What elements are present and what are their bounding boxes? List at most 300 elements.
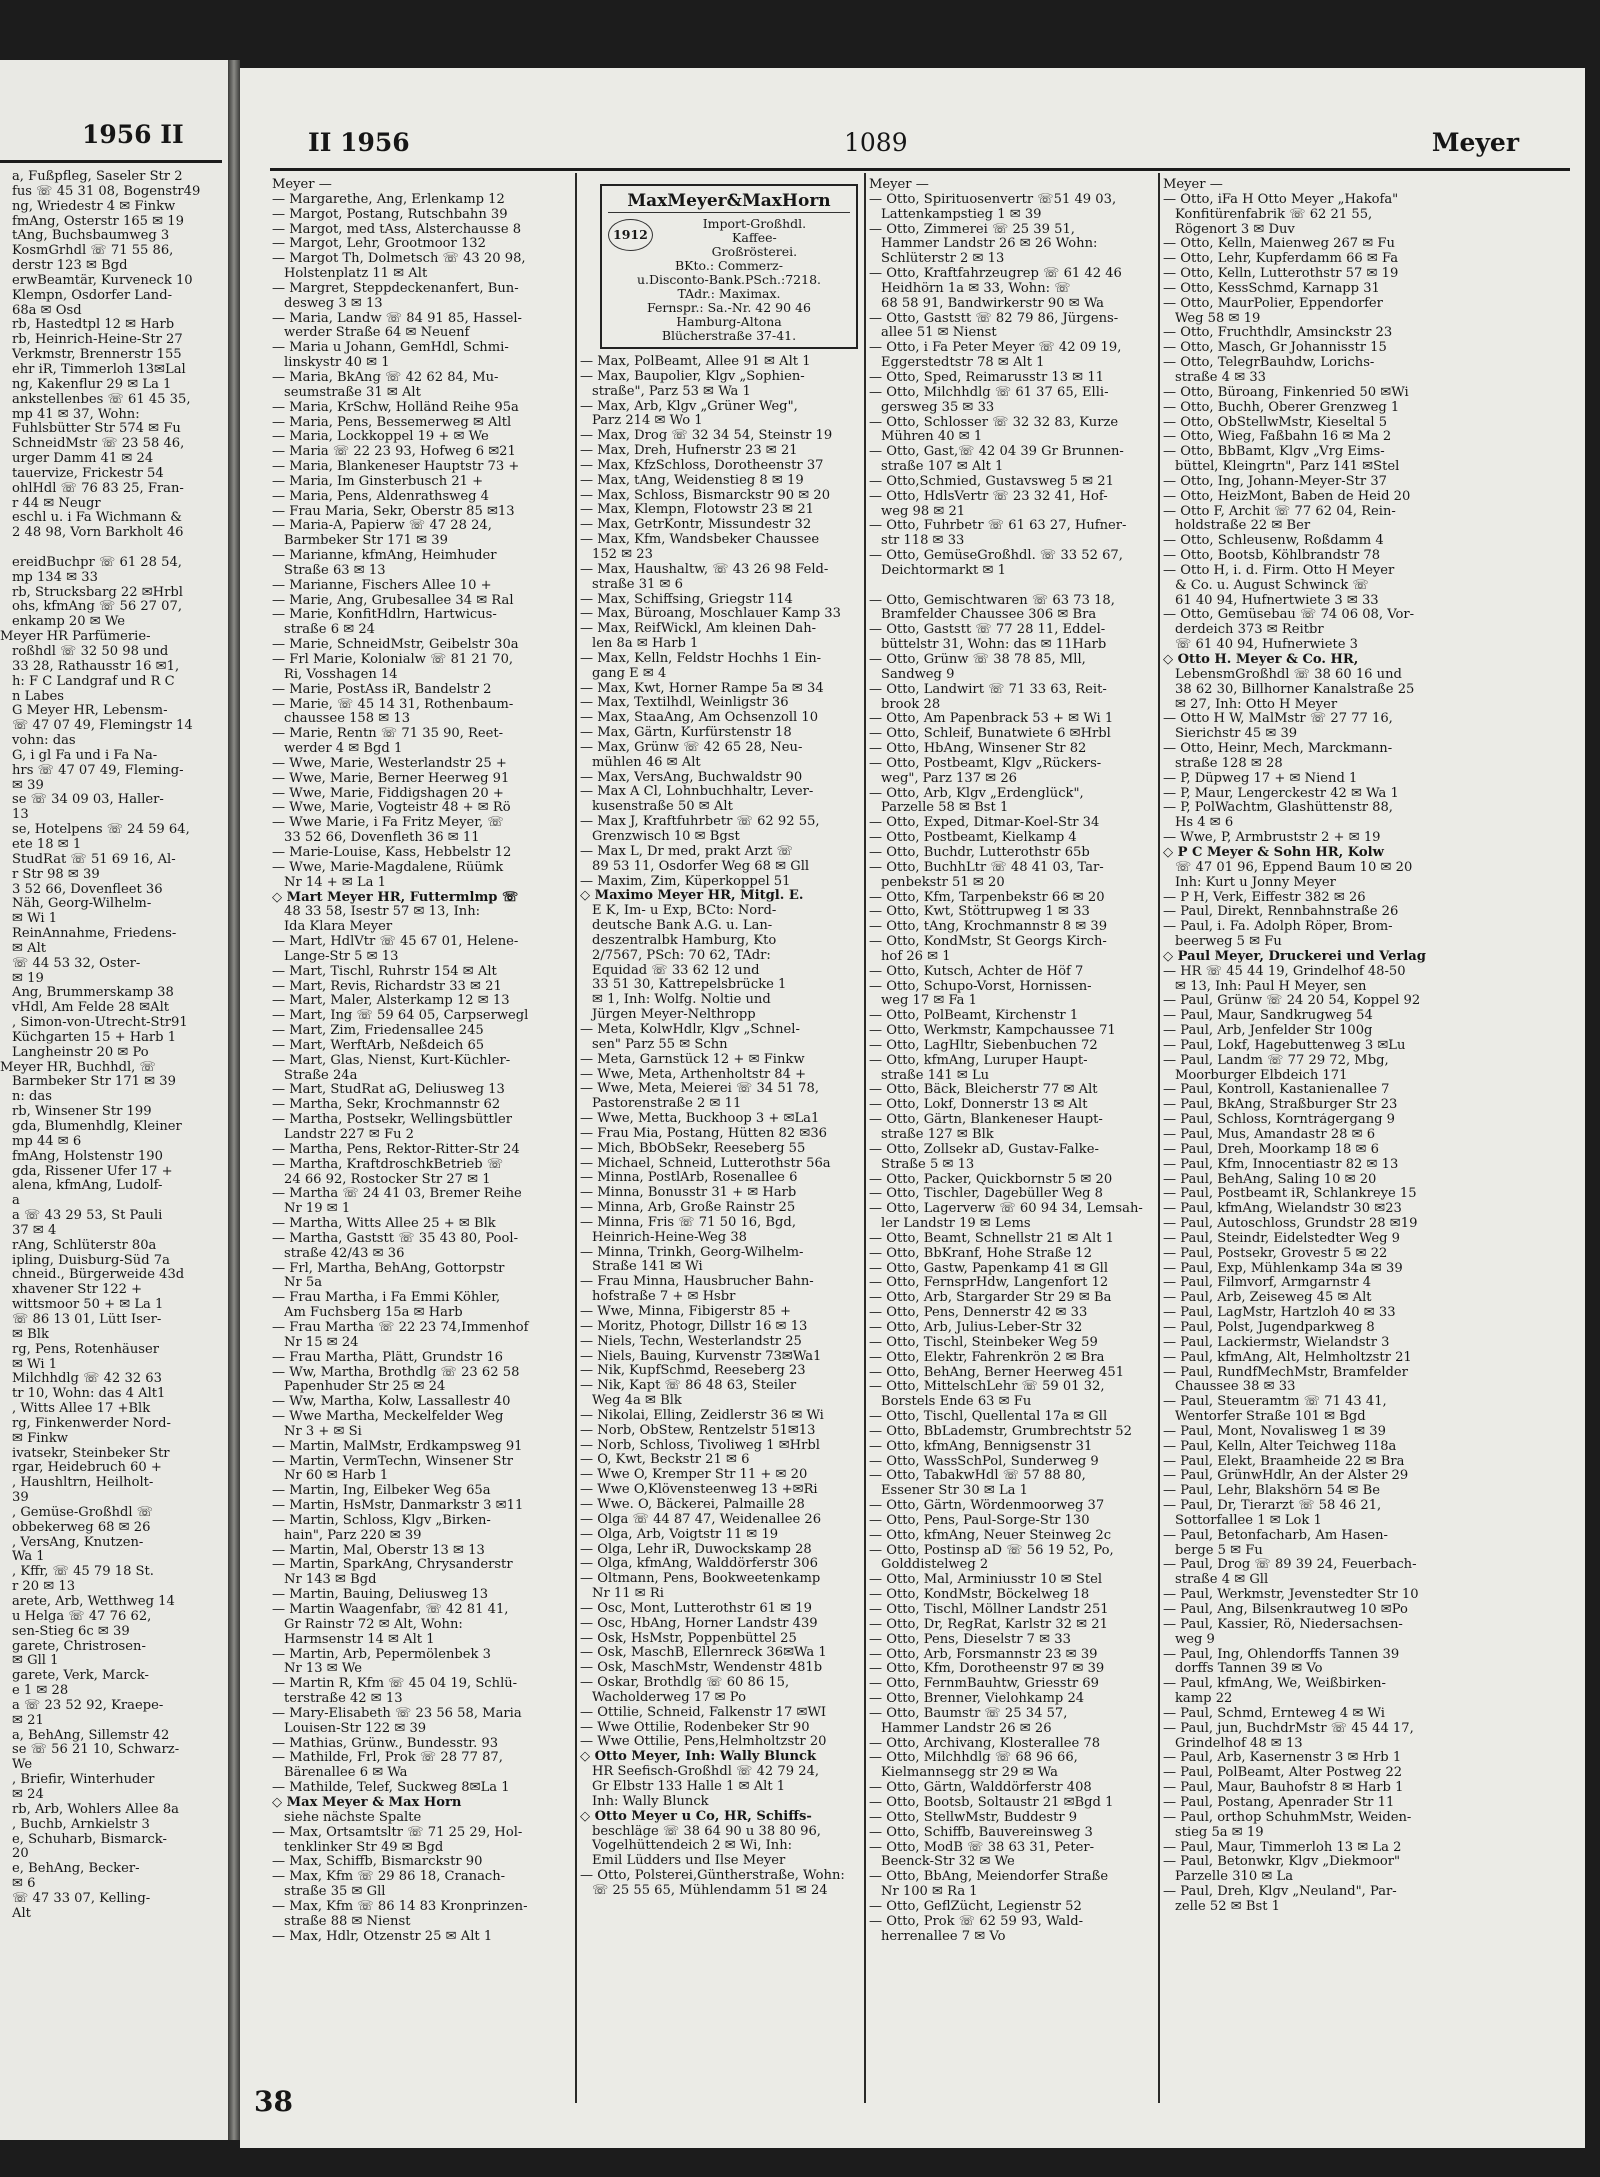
directory-line: ◇ Mart Meyer HR, Futtermlmp ☏ xyxy=(272,890,519,905)
directory-line: — Otto, Milchhdlg ☏ 68 96 66, xyxy=(869,1751,1078,1766)
directory-line: — Meta, Garnstück 12 + ✉ Finkw xyxy=(580,1052,805,1067)
directory-line: ankstellenbes ☏ 61 45 35, xyxy=(12,392,191,407)
directory-line: — Otto, Büroang, Finkenried 50 ✉Wi xyxy=(1163,385,1409,400)
directory-line: — Olga, Arb, Voigtstr 11 ✉ 19 xyxy=(580,1527,779,1542)
directory-line: Ang, Brummerskamp 38 xyxy=(12,986,174,1001)
directory-line: — Paul, Ang, Bilsenkrautweg 10 ✉Po xyxy=(1163,1603,1408,1617)
directory-line: — Wwe, Marie, Fiddigshagen 20 + xyxy=(272,786,504,801)
directory-line: — Otto, kfmAng, Luruper Haupt- xyxy=(869,1053,1088,1068)
directory-line: büttelstr 31, Wohn: das ✉ 11Harb xyxy=(881,638,1107,653)
directory-line: — Otto, Arb, Stargarder Str 29 ✉ Ba xyxy=(869,1291,1112,1306)
directory-line: — Max, Klempn, Flotowstr 23 ✉ 21 xyxy=(580,503,814,518)
directory-line: — Oltmann, Pens, Bookweetenkamp xyxy=(580,1572,821,1587)
directory-line: rg, Finkenwerder Nord- xyxy=(12,1416,171,1431)
directory-line: — Wwe, P, Armbruststr 2 + ✉ 19 xyxy=(1163,831,1381,846)
directory-line: brook 28 xyxy=(881,697,941,712)
directory-line: Lange-Str 5 ✉ 13 xyxy=(284,949,399,964)
directory-line: mp 41 ✉ 37, Wohn: xyxy=(12,407,140,422)
directory-line: — Wwe Martha, Meckelfelder Weg xyxy=(272,1410,504,1425)
directory-line: — Mart, HdlVtr ☏ 45 67 01, Helene- xyxy=(272,935,519,950)
directory-line: ✉ 19 xyxy=(12,971,44,986)
directory-line: — Maria, Pens, Aldenrathsweg 4 xyxy=(272,489,490,504)
directory-line: rb, Heinrich-Heine-Str 27 xyxy=(12,333,183,348)
directory-line: derdeich 373 ✉ Reitbr xyxy=(1175,623,1324,638)
directory-line: — Max, KfzSchloss, Dorotheenstr 37 xyxy=(580,458,824,473)
directory-line: — Otto, Arb, Forsmannstr 23 ✉ 39 xyxy=(869,1647,1098,1662)
directory-line: — Mathilde, Frl, Prok ☏ 28 77 87, xyxy=(272,1751,503,1766)
directory-line: — Paul, GrünwHdlr, An der Alster 29 xyxy=(1163,1469,1409,1484)
directory-line: alena, kfmAng, Ludolf- xyxy=(12,1179,163,1194)
directory-line: — Paul, LagMstr, Hartzloh 40 ✉ 33 xyxy=(1163,1306,1396,1321)
directory-line: ◇ P C Meyer & Sohn HR, Kolw xyxy=(1163,845,1384,860)
directory-line: — Otto, Gaststt ☏ 77 28 11, Eddel- xyxy=(869,623,1106,638)
directory-line: straße 141 ✉ Lu xyxy=(881,1068,990,1083)
directory-line: rb, Hastedtpl 12 ✉ Harb xyxy=(12,318,175,333)
directory-line: seumstraße 31 ✉ Alt xyxy=(284,385,421,400)
directory-line: Chaussee 38 ✉ 33 xyxy=(1175,1380,1296,1395)
directory-line: herrenallee 7 ✉ Vo xyxy=(881,1929,1006,1944)
directory-line: eschl u. i Fa Wichmann & xyxy=(12,511,182,526)
directory-line: len 8a ✉ Harb 1 xyxy=(592,637,699,652)
directory-line: , Simon-von-Utrecht-Str91 xyxy=(12,1016,188,1031)
column-4 xyxy=(1163,178,1463,1915)
directory-line: — Max, Kelln, Feldstr Hochhs 1 Ein- xyxy=(580,651,822,666)
directory-line: — Otto, HbAng, Winsener Str 82 xyxy=(869,742,1087,757)
directory-line: — Frl, Martha, BehAng, Gottorpstr xyxy=(272,1261,505,1276)
directory-line: ◇ Otto H. Meyer & Co. HR, xyxy=(1163,653,1359,667)
directory-line: penbekstr 51 ✉ 20 xyxy=(881,875,1005,890)
directory-line: — Otto, Kraftfahrzeugrep ☏ 61 42 46 xyxy=(869,267,1122,282)
directory-line: e 1 ✉ 28 xyxy=(12,1684,69,1699)
directory-line: — Max, Haushaltw, ☏ 43 26 98 Feld- xyxy=(580,562,829,577)
directory-line: — Otto, Gastw, Papenkamp 41 ✉ Gll xyxy=(869,1261,1109,1276)
directory-line: ☏ 47 33 07, Kelling- xyxy=(12,1891,151,1906)
ad-year: 1912 xyxy=(608,219,653,251)
directory-line: straße 128 ✉ 28 xyxy=(1175,756,1283,771)
directory-line: — Maria, KrSchw, Holländ Reihe 95a xyxy=(272,400,519,415)
directory-line: Straße 141 ✉ Wi xyxy=(592,1260,703,1275)
directory-line: — Paul, orthop SchuhmMstr, Weiden- xyxy=(1163,1810,1412,1825)
directory-line: — P, Düpweg 17 + ✉ Niend 1 xyxy=(1163,771,1358,786)
directory-line: — Maria u Johann, GemHdl, Schmi- xyxy=(272,341,509,356)
directory-line: — Paul, RundfMechMstr, Bramfelder xyxy=(1163,1365,1408,1380)
directory-line: — Otto, Brenner, Vielohkamp 24 xyxy=(869,1692,1085,1707)
directory-line: tauervize, Frickestr 54 xyxy=(12,466,164,481)
directory-line: — Max, Büroang, Moschlauer Kamp 33 xyxy=(580,607,841,622)
directory-line: — Otto, StellwMstr, Buddestr 9 xyxy=(869,1810,1078,1825)
directory-line: Nr 19 ✉ 1 xyxy=(284,1202,351,1217)
left-header-rule xyxy=(0,160,222,163)
directory-line: 152 ✉ 23 xyxy=(592,547,653,562)
directory-line: — Paul, Elekt, Braamheide 22 ✉ Bra xyxy=(1163,1454,1405,1469)
directory-line: — Otto, Postinsp aD ☏ 56 19 52, Po, xyxy=(869,1543,1114,1558)
directory-line: straße 6 ✉ 24 xyxy=(284,623,375,638)
directory-line: Bärenallee 6 ✉ Wa xyxy=(284,1766,408,1781)
directory-line: mp 44 ✉ 6 xyxy=(12,1134,82,1149)
directory-line: — Otto, Postbeamt, Kielkamp 4 xyxy=(869,831,1077,846)
directory-line: — Max J, Kraftfuhrbetr ☏ 62 92 55, xyxy=(580,815,820,830)
directory-line: derstr 123 ✉ Bgd xyxy=(12,259,128,274)
directory-line: — Martha, Witts Allee 25 + ✉ Blk xyxy=(272,1217,496,1232)
directory-line: weg 17 ✉ Fa 1 xyxy=(881,994,977,1009)
directory-line: — Otto, Zimmerei ☏ 25 39 51, xyxy=(869,222,1075,237)
directory-line: — Paul, Arb, Zeiseweg 45 ✉ Alt xyxy=(1163,1291,1372,1306)
directory-line: — Max, Arb, Klgv „Grüner Weg", xyxy=(580,399,798,414)
directory-line: Hs 4 ✉ 6 xyxy=(1175,816,1234,831)
directory-line: — Osk, MaschMstr, Wendenstr 481b xyxy=(580,1661,823,1676)
directory-line: — Otto, Tischler, Dagebüller Weg 8 xyxy=(869,1187,1104,1202)
directory-line: — Wwe, Marie, Westerlandstr 25 + xyxy=(272,756,507,771)
directory-line: — Frau Martha, Plätt, Grundstr 16 xyxy=(272,1350,503,1365)
directory-line: straße 42/43 ✉ 36 xyxy=(284,1246,405,1261)
directory-line: — Max, Grünw ☏ 42 65 28, Neu- xyxy=(580,740,803,755)
directory-line: — Otto, Tischl, Steinbeker Weg 59 xyxy=(869,1335,1098,1350)
directory-line: Holstenplatz 11 ✉ Alt xyxy=(284,267,428,282)
directory-line: — Paul, Arb, Jenfelder Str 100g xyxy=(1163,1024,1373,1039)
directory-line: fmAng, Holstenstr 190 xyxy=(12,1149,163,1164)
directory-line: — P, PolWachtm, Glashüttenstr 88, xyxy=(1163,801,1393,816)
directory-line: Weg 58 ✉ 19 xyxy=(1175,311,1261,326)
directory-line: fus ☏ 45 31 08, Bogenstr49 xyxy=(12,184,201,199)
directory-line: a xyxy=(12,1194,20,1209)
directory-line: — Paul, Postsekr, Grovestr 5 ✉ 22 xyxy=(1163,1246,1388,1261)
directory-line: ohs, kfmAng ☏ 56 27 07, xyxy=(12,600,182,615)
directory-line: — Paul, Filmvorf, Armgarnstr 4 xyxy=(1163,1276,1372,1291)
directory-line: Vogelhüttendeich 2 ✉ Wi, Inh: xyxy=(592,1839,793,1854)
directory-line: Meyer HR Parfümerie- xyxy=(0,630,151,645)
directory-line: — Paul, Ing, Ohlendorffs Tannen 39 xyxy=(1163,1647,1400,1662)
directory-line: hrs ☏ 47 07 49, Fleming- xyxy=(12,763,184,778)
directory-line: hof 26 ✉ 1 xyxy=(881,949,951,964)
directory-line: Louisen-Str 122 ✉ 39 xyxy=(284,1721,427,1736)
directory-line: Meyer — xyxy=(1163,178,1223,192)
directory-line: str 118 ✉ 33 xyxy=(881,534,965,549)
directory-line: — Otto, ObStellwMstr, Kieseltal 5 xyxy=(1163,415,1388,430)
directory-line: — Max, PolBeamt, Allee 91 ✉ Alt 1 xyxy=(580,355,811,369)
directory-line: — Max, ReifWickl, Am kleinen Dah- xyxy=(580,622,817,637)
directory-line: — Otto, Elektr, Fahrenkrön 2 ✉ Bra xyxy=(869,1350,1105,1365)
directory-line: — Paul, Steindr, Eidelstedter Weg 9 xyxy=(1163,1231,1400,1246)
directory-line: werder Straße 64 ✉ Neuenf xyxy=(284,326,470,341)
directory-line: gang E ✉ 4 xyxy=(592,666,667,681)
directory-line: — Otto, GeflZücht, Legienstr 52 xyxy=(869,1899,1082,1914)
directory-line: — Martin, Ing, Eilbeker Weg 65a xyxy=(272,1484,491,1499)
directory-line: — Frau Maria, Sekr, Oberstr 85 ✉13 xyxy=(272,504,515,519)
directory-line: — Martin, Bauing, Deliusweg 13 xyxy=(272,1588,489,1603)
directory-line: tr 10, Wohn: das 4 Alt1 xyxy=(12,1387,166,1402)
directory-line: rb, Arb, Wohlers Allee 8a xyxy=(12,1802,179,1817)
directory-line: — Margarethe, Ang, Erlenkamp 12 xyxy=(272,192,505,207)
directory-line: Konfitürenfabrik ☏ 62 21 55, xyxy=(1175,207,1373,222)
directory-line: — Max, Kfm ☏ 86 14 83 Kronprinzen- xyxy=(272,1899,528,1914)
directory-line: — Max, VersAng, Buchwaldstr 90 xyxy=(580,770,803,785)
directory-line: Gr Rainstr 72 ✉ Alt, Wohn: xyxy=(284,1617,463,1632)
directory-line: — Paul, Dr, Tierarzt ☏ 58 46 21, xyxy=(1163,1499,1382,1514)
directory-line: — Otto, KondMstr, Böckelweg 18 xyxy=(869,1588,1090,1603)
directory-line: — Otto, Lehr, Kupferdamm 66 ✉ Fa xyxy=(1163,252,1399,267)
directory-line: — Osc, Mont, Lutterothstr 61 ✉ 19 xyxy=(580,1601,812,1616)
directory-line: — Otto H W, MalMstr ☏ 27 77 16, xyxy=(1163,712,1393,727)
directory-line: garete, Verk, Marck- xyxy=(12,1669,149,1684)
directory-line: Hammer Landstr 26 ✉ 26 Wohn: xyxy=(881,237,1098,252)
directory-line: — Mary-Elisabeth ☏ 23 56 58, Maria xyxy=(272,1706,522,1721)
directory-line: Wentorfer Straße 101 ✉ Bgd xyxy=(1175,1410,1366,1425)
directory-line: — Otto, Exped, Ditmar-Koel-Str 34 xyxy=(869,816,1100,831)
directory-line: — Wwe, Marie, Berner Heerweg 91 xyxy=(272,771,510,786)
directory-line: Golddistelweg 2 xyxy=(881,1558,989,1573)
directory-line: ✉ 13, Inh: Paul H Meyer, sen xyxy=(1175,979,1367,994)
directory-line: — Moritz, Photogr, Dillstr 16 ✉ 13 xyxy=(580,1319,808,1334)
directory-line: Rögenort 3 ✉ Duv xyxy=(1175,222,1295,237)
directory-line: — Max, Kfm ☏ 29 86 18, Cranach- xyxy=(272,1870,506,1885)
directory-line: Deichtormarkt ✉ 1 xyxy=(881,563,1006,578)
directory-line: Landstr 227 ✉ Fu 2 xyxy=(284,1128,415,1142)
directory-line: 24 66 92, Rostocker Str 27 ✉ 1 xyxy=(284,1172,491,1187)
directory-line: — Maria, Pens, Bessemerweg ✉ Altl xyxy=(272,415,512,430)
directory-line: — Norb, ObStew, Rentzelstr 51✉13 xyxy=(580,1423,816,1438)
ad-title: MaxMeyer&MaxHorn xyxy=(608,190,850,213)
directory-line: 68a ✉ Osd xyxy=(12,303,82,318)
directory-line: roßhdl ☏ 32 50 98 und xyxy=(12,645,169,659)
directory-line: deutsche Bank A.G. u. Lan- xyxy=(592,919,773,934)
directory-line: — Otto, Sped, Reimarusstr 13 ✉ 11 xyxy=(869,370,1104,385)
directory-line: — Minna, PostlArb, Rosenallee 6 xyxy=(580,1171,798,1186)
directory-line: rb, Strucksbarg 22 ✉Hrbl xyxy=(12,585,183,600)
directory-line: — P H, Verk, Eiffestr 382 ✉ 26 xyxy=(1163,890,1366,905)
directory-line: , VersAng, Knutzen- xyxy=(12,1535,144,1550)
directory-line: h: F C Landgraf und R C xyxy=(12,674,175,689)
directory-line: — Paul, Lehr, Blakshörn 54 ✉ Be xyxy=(1163,1484,1381,1499)
directory-line: erwBeamtär, Kurveneck 10 xyxy=(12,273,193,288)
directory-line: — Otto, Zollsekr aD, Gustav-Falke- xyxy=(869,1142,1099,1157)
directory-line: rAng, Schlüterstr 80a xyxy=(12,1238,157,1253)
directory-line: ✉ 1, Inh: Wolfg. Noltie und xyxy=(592,993,771,1008)
directory-line: — Paul, Kfm, Innocentiastr 82 ✉ 13 xyxy=(1163,1157,1399,1172)
directory-line: — Otto, TabakwHdl ☏ 57 88 80, xyxy=(869,1469,1086,1484)
directory-line: — Ww, Martha, Brothdlg ☏ 23 62 58 xyxy=(272,1365,520,1380)
directory-line: — Otto, FernmBauhtw, Griesstr 69 xyxy=(869,1677,1099,1692)
directory-line: Heinrich-Heine-Weg 38 xyxy=(592,1230,748,1245)
directory-line: straße 4 ✉ Gll xyxy=(1175,1573,1269,1588)
directory-line: Moorburger Elbdeich 171 xyxy=(1175,1068,1348,1083)
left-column xyxy=(0,170,225,1922)
directory-line: — Max, Kwt, Horner Rampe 5a ✉ 34 xyxy=(580,681,824,696)
directory-line: — Martin Waagenfabr, ☏ 42 81 41, xyxy=(272,1603,509,1617)
directory-line: xhavener Str 122 + xyxy=(12,1283,143,1298)
directory-line: — Martha, KraftdroschkBetrieb ☏ xyxy=(272,1157,504,1172)
directory-line: — Otto, Masch, Gr Johannisstr 15 xyxy=(1163,341,1387,356)
directory-line: Nr 3 + ✉ Si xyxy=(284,1424,362,1439)
directory-line: a, Fußpfleg, Saseler Str 2 xyxy=(12,170,183,184)
directory-line: — Paul, Mont, Novalisweg 1 ✉ 39 xyxy=(1163,1424,1386,1439)
directory-line: — Max, GetrKontr, Missundestr 32 xyxy=(580,518,812,533)
directory-line: Meyer HR, Buchhdl, ☏ xyxy=(0,1060,156,1075)
directory-line: Equidad ☏ 33 62 12 und xyxy=(592,963,760,978)
ad-line: Hamburg-Altona xyxy=(676,314,782,329)
directory-line: — Otto, Pens, Dennerstr 42 ✉ 33 xyxy=(869,1306,1088,1321)
directory-line: se, Hotelpens ☏ 24 59 64, xyxy=(12,823,190,838)
directory-line: 61 40 94, Hufnertwiete 3 ✉ 33 xyxy=(1175,593,1379,608)
directory-line: obbekerweg 68 ✉ 26 xyxy=(12,1520,151,1535)
directory-line: — Paul, Steueramtm ☏ 71 43 41, xyxy=(1163,1395,1387,1410)
directory-line: — Wwe Marie, i Fa Fritz Meyer, ☏ xyxy=(272,816,504,831)
directory-line: — Paul, Kassier, Rö, Niedersachsen- xyxy=(1163,1617,1403,1632)
directory-line: — Martin, HsMstr, Danmarkstr 3 ✉11 xyxy=(272,1499,524,1514)
directory-line: 33 51 30, Kattrepelsbrücke 1 xyxy=(592,978,787,993)
directory-line: weg 9 xyxy=(1175,1632,1215,1647)
directory-line: — Max, Baupolier, Klgv „Sophien- xyxy=(580,369,805,384)
directory-line: Grenzwisch 10 ✉ Bgst xyxy=(592,830,740,844)
directory-line: — O, Kwt, Beckstr 21 ✉ 6 xyxy=(580,1453,750,1468)
directory-line: Straße 24a xyxy=(284,1068,358,1083)
directory-line: ✉ Gll 1 xyxy=(12,1654,59,1669)
directory-line: büttel, Kleingrtn", Parz 141 ✉Stel xyxy=(1175,460,1400,475)
directory-line: mühlen 46 ✉ Alt xyxy=(592,755,701,770)
directory-line: e, Schuharb, Bismarck- xyxy=(12,1832,167,1847)
directory-line: — Paul, Kelln, Alter Teichweg 118a xyxy=(1163,1439,1397,1454)
directory-line: Nr 14 + ✉ La 1 xyxy=(284,875,386,890)
directory-line: ☏ 61 40 94, Hufnerwiete 3 xyxy=(1175,638,1358,653)
directory-line: ✉ 21 xyxy=(12,1713,44,1728)
book-gutter xyxy=(228,60,240,2140)
directory-line: — Mart, Maler, Alsterkamp 12 ✉ 13 xyxy=(272,994,510,1009)
directory-line: Heidhörn 1a ✉ 33, Wohn: ☏ xyxy=(881,281,1071,296)
directory-line: — Meta, KolwHdlr, Klgv „Schnel- xyxy=(580,1022,800,1037)
directory-line: zelle 52 ✉ Bst 1 xyxy=(1175,1899,1280,1914)
directory-line: — Otto, Heinr, Mech, Marckmann- xyxy=(1163,742,1393,757)
directory-line: — Michael, Schneid, Lutterothstr 56a xyxy=(580,1156,831,1171)
directory-line: 33 52 66, Dovenfleth 36 ✉ 11 xyxy=(284,831,480,846)
directory-line: e, BehAng, Becker- xyxy=(12,1862,140,1877)
directory-line: Meyer — xyxy=(869,178,929,192)
directory-line: Nr 13 ✉ We xyxy=(284,1662,362,1677)
directory-line: — Nik, KupfSchmd, Reeseberg 23 xyxy=(580,1364,806,1379)
directory-line: — Margot, Postang, Rutschbahn 39 xyxy=(272,207,508,222)
directory-line: se ☏ 34 09 03, Haller- xyxy=(12,793,164,808)
directory-line: rg, Pens, Rotenhäuser xyxy=(12,1342,159,1357)
directory-line: ◇ Otto Meyer u Co, HR, Schiffs- xyxy=(580,1809,812,1824)
directory-line: se ☏ 56 21 10, Schwarz- xyxy=(12,1743,180,1758)
directory-line: r 44 ✉ Neugr xyxy=(12,496,101,511)
directory-line: G Meyer HR, Lebensm- xyxy=(12,704,168,719)
directory-line: Pastorenstraße 2 ✉ 11 xyxy=(592,1097,742,1112)
directory-line: — Otto, Tischl, Quellental 17a ✉ Gll xyxy=(869,1410,1108,1425)
directory-line: Barmbeker Str 171 ✉ 39 xyxy=(284,534,448,549)
directory-line: enkamp 20 ✉ We xyxy=(12,615,125,630)
directory-line: — Otto, Mal, Arminiusstr 10 ✉ Stel xyxy=(869,1573,1103,1588)
directory-line: 68 58 91, Bandwirkerstr 90 ✉ Wa xyxy=(881,296,1104,311)
directory-line: kamp 22 xyxy=(1175,1692,1233,1707)
directory-line: E K, Im- u Exp, BCto: Nord- xyxy=(592,904,777,919)
directory-line: straße", Parz 53 ✉ Wa 1 xyxy=(592,384,751,399)
directory-line: — Paul, Landm ☏ 77 29 72, Mbg, xyxy=(1163,1053,1389,1068)
directory-line: 13 xyxy=(12,808,29,823)
directory-line: ☏ 47 07 49, Flemingstr 14 xyxy=(12,719,193,734)
directory-line: G, i gl Fa und i Fa Na- xyxy=(12,748,158,763)
directory-line: 20 xyxy=(12,1847,29,1862)
directory-line: — Maxim, Zim, Küperkoppel 51 xyxy=(580,874,791,889)
directory-line: a ☏ 23 52 92, Kraepe- xyxy=(12,1698,164,1713)
directory-line: — Wwe, Metta, Buckhoop 3 + ✉La1 xyxy=(580,1112,820,1127)
directory-line: ete 18 ✉ 1 xyxy=(12,837,82,852)
directory-line: — Marie, ☏ 45 14 31, Rothenbaum- xyxy=(272,697,514,712)
directory-line: Sandweg 9 xyxy=(881,667,955,682)
directory-line: — Paul, Lokf, Hagebuttenweg 3 ✉Lu xyxy=(1163,1038,1406,1053)
directory-line: — Otto, PolBeamt, Kirchenstr 1 xyxy=(869,1009,1079,1024)
directory-line: fmAng, Osterstr 165 ✉ 19 xyxy=(12,214,184,229)
directory-line: — Frau Martha, i Fa Emmi Köhler, xyxy=(272,1291,501,1306)
directory-line: ✉ Blk xyxy=(12,1327,49,1342)
directory-line: — Otto, FernsprHdw, Langenfort 12 xyxy=(869,1276,1109,1291)
directory-line: — Ww, Martha, Kolw, Lassallestr 40 xyxy=(272,1395,511,1410)
directory-line: — Wwe, Marie, Vogteistr 48 + ✉ Rö xyxy=(272,801,511,816)
directory-line: Wa 1 xyxy=(12,1550,45,1565)
directory-line: — Otto, Schleusenw, Roßdamm 4 xyxy=(1163,534,1384,549)
directory-line: Kielmannsegg str 29 ✉ Wa xyxy=(881,1766,1058,1781)
directory-line: — Otto, Baumstr ☏ 25 34 57, xyxy=(869,1706,1068,1721)
directory-line: — Paul, i. Fa. Adolph Röper, Brom- xyxy=(1163,920,1393,935)
directory-line: — Otto, Buchh, Oberer Grenzweg 1 xyxy=(1163,400,1400,415)
directory-line: — Martin, Arb, Pepermölenbek 3 xyxy=(272,1647,491,1662)
directory-line: — Otto, KessSchmd, Karnapp 31 xyxy=(1163,281,1380,296)
directory-line: — Maria, Blankeneser Hauptstr 73 + xyxy=(272,460,520,475)
directory-line: Sierichstr 45 ✉ 39 xyxy=(1175,727,1298,742)
directory-line: — Paul, Grünw ☏ 24 20 54, Koppel 92 xyxy=(1163,994,1421,1009)
directory-line: — Mathias, Grünw., Bundesstr. 93 xyxy=(272,1736,499,1751)
directory-line: ler Landstr 19 ✉ Lems xyxy=(881,1217,1031,1232)
directory-line: Verkmstr, Brennerstr 155 xyxy=(12,348,182,363)
directory-line: 37 ✉ 4 xyxy=(12,1223,57,1238)
directory-line: — Max A Cl, Lohnbuchhaltr, Lever- xyxy=(580,785,814,800)
directory-line: — Paul, Kontroll, Kastanienallee 7 xyxy=(1163,1083,1390,1098)
directory-line: ✉ Wi 1 xyxy=(12,912,58,927)
directory-line: — Otto, Kelln, Lutterothstr 57 ✉ 19 xyxy=(1163,267,1399,282)
directory-line: & Co. u. August Schwinck ☏ xyxy=(1175,578,1369,593)
header-rule xyxy=(270,168,1570,171)
directory-line: chneid., Bürgerweide 43d xyxy=(12,1268,185,1283)
directory-line: — Wwe, Marie-Magdalene, Rüümk xyxy=(272,860,504,875)
directory-line: sen-Stieg 6c ✉ 39 xyxy=(12,1624,130,1639)
directory-line: Straße 5 ✉ 13 xyxy=(881,1157,975,1172)
directory-line: — Paul, Dreh, Klgv „Neuland", Par- xyxy=(1163,1885,1397,1900)
directory-line: terstraße 42 ✉ 13 xyxy=(284,1692,403,1707)
directory-line: — Wwe, Meta, Meierei ☏ 34 51 78, xyxy=(580,1082,819,1097)
directory-line: ehr iR, Timmerloh 13✉Lal xyxy=(12,362,186,377)
directory-line: — Wwe O,Klövensteenweg 13 +✉Ri xyxy=(580,1483,818,1498)
directory-line: ☏ 44 53 32, Oster- xyxy=(12,956,141,971)
directory-line: — Mart, Ing ☏ 59 64 05, Carpserwegl xyxy=(272,1009,529,1024)
directory-line: — Mart, Tischl, Ruhrstr 154 ✉ Alt xyxy=(272,964,497,979)
directory-line: — Max, Schiffsing, Griegstr 114 xyxy=(580,592,793,607)
directory-line: , Briefir, Winterhuder xyxy=(12,1773,155,1788)
directory-line: Straße 63 ✉ 13 xyxy=(284,563,386,578)
directory-line: Schlüterstr 2 ✉ 13 xyxy=(881,252,1005,267)
directory-line: — Otto, WassSchPol, Sunderweg 9 xyxy=(869,1454,1099,1469)
directory-line: siehe nächste Spalte xyxy=(284,1810,422,1825)
directory-line: 89 53 11, Osdorfer Weg 68 ✉ Gll xyxy=(592,859,810,874)
directory-line: — Otto, TelegrBauhdw, Lorichs- xyxy=(1163,356,1375,371)
directory-line: — Paul, Drog ☏ 89 39 24, Feuerbach- xyxy=(1163,1558,1417,1573)
directory-line: — Minna, Trinkh, Georg-Wilhelm- xyxy=(580,1245,804,1260)
directory-line: r Str 98 ✉ 39 xyxy=(12,867,100,882)
directory-line: ✉ Alt xyxy=(12,941,47,956)
directory-line: — Oskar, Brothdlg ☏ 60 86 15, xyxy=(580,1676,790,1691)
directory-line: Klempn, Osdorfer Land- xyxy=(12,288,173,303)
directory-line: — Marie, KonfitHdlrn, Hartwicus- xyxy=(272,608,497,623)
directory-line: — Maria, Lockkoppel 19 + ✉ We xyxy=(272,430,489,445)
directory-line: — Otto, ModB ☏ 38 63 31, Peter- xyxy=(869,1840,1095,1855)
directory-line: Nr 143 ✉ Bgd xyxy=(284,1573,377,1588)
